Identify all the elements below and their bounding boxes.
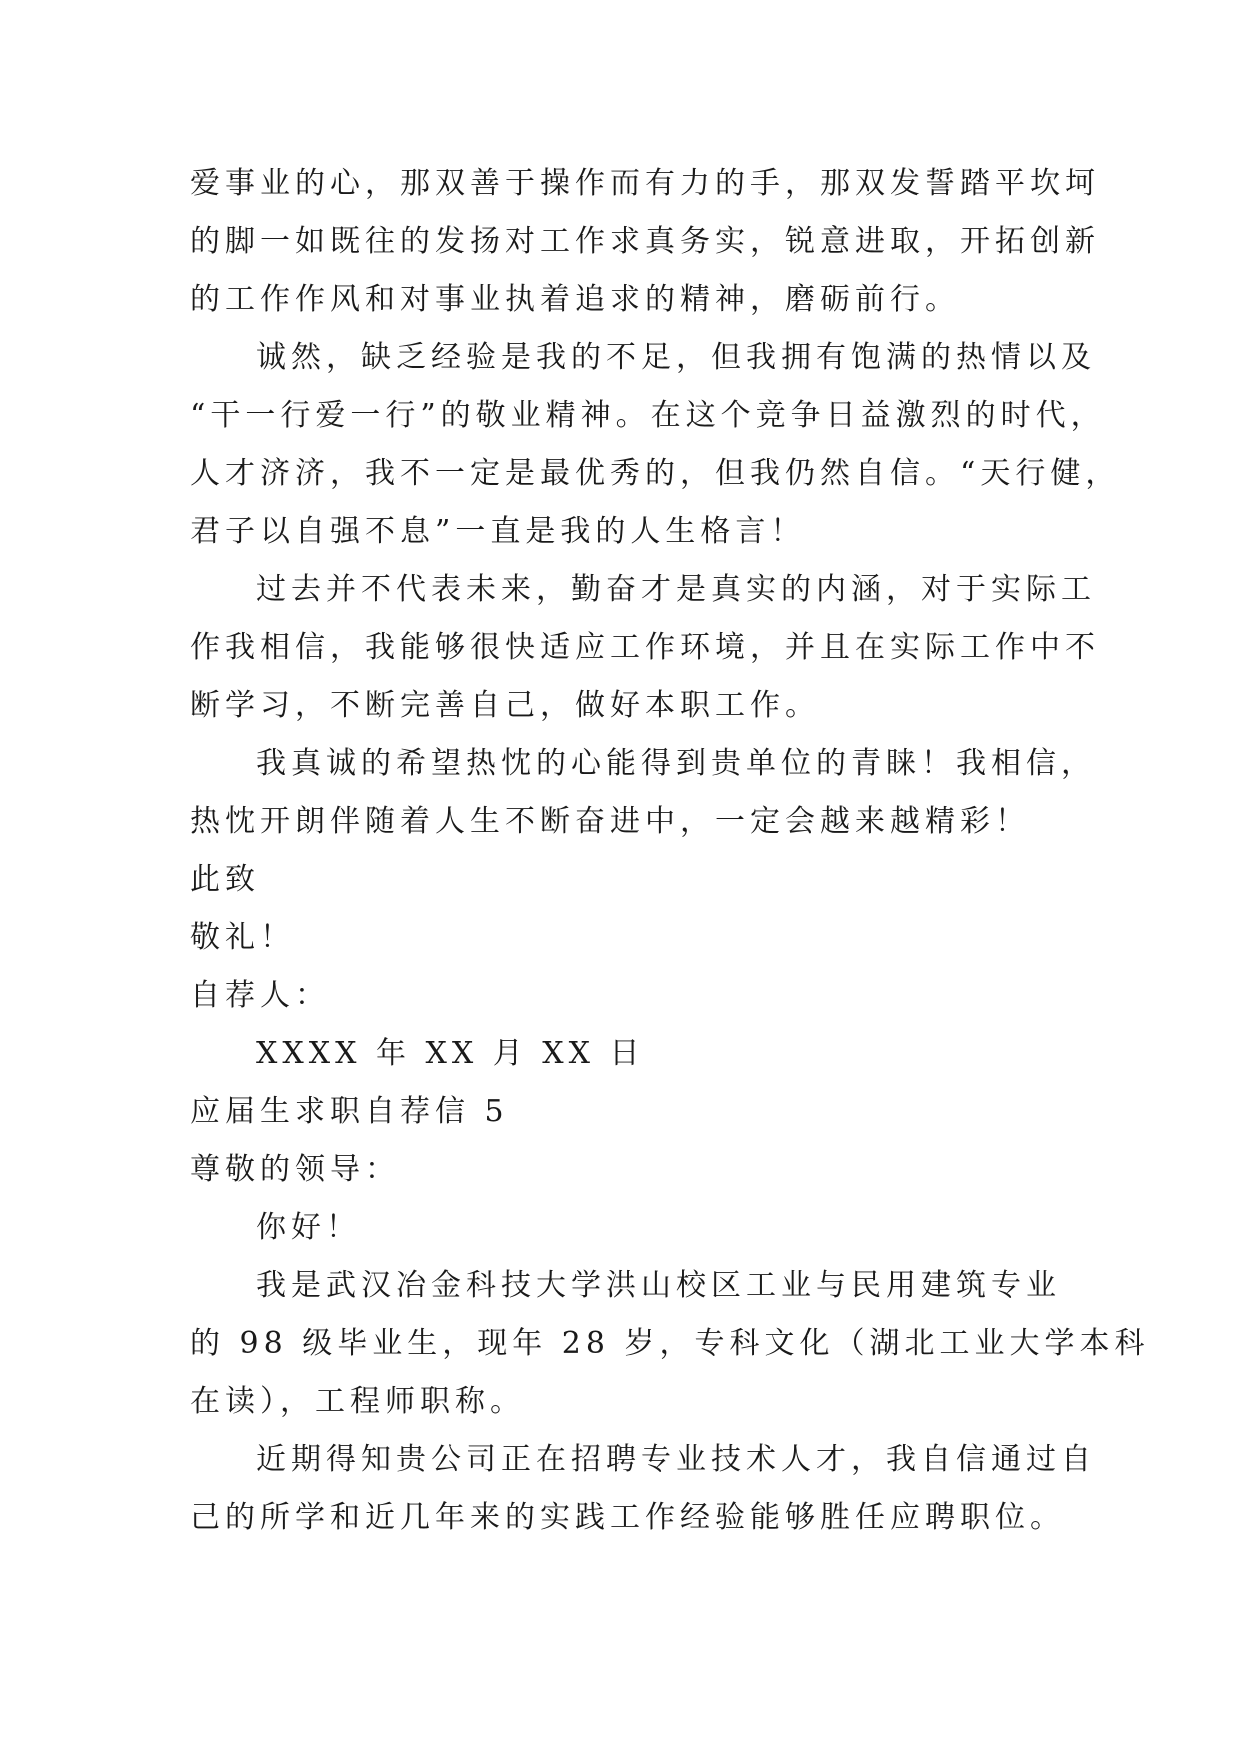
text-line: 我是武汉冶金科技大学洪山校区工业与民用建筑专业: [256, 1268, 1061, 1303]
text-line: 过去并不代表未来，勤奋才是真实的内涵，对于实际工: [256, 572, 1096, 607]
text-line: 己的所学和近几年来的实践工作经验能够胜任应聘职位。: [190, 1500, 1065, 1535]
text-line: 君子以自强不息”一直是我的人生格言！: [190, 514, 806, 549]
text-line: 断学习，不断完善自己，做好本职工作。: [190, 688, 820, 723]
text-line: 的 98 级毕业生，现年 28 岁，专科文化（湖北工业大学本科: [190, 1326, 1150, 1361]
closing-regards: 敬礼！: [190, 920, 295, 955]
text-line: 诚然，缺乏经验是我的不足，但我拥有饱满的热情以及: [256, 340, 1096, 375]
text-line: 人才济济，我不一定是最优秀的，但我仍然自信。“天行健，: [190, 456, 1121, 491]
greeting: 你好！: [256, 1210, 361, 1245]
closing-salutation: 此致: [190, 862, 260, 897]
text-line: 的工作作风和对事业执着追求的精神，磨砺前行。: [190, 282, 960, 317]
text-line: 在读），工程师职称。: [190, 1384, 525, 1419]
date-line: XXXX 年 XX 月 XX 日: [256, 1036, 645, 1071]
text-line: 近期得知贵公司正在招聘专业技术人才，我自信通过自: [256, 1442, 1096, 1477]
text-line: 爱事业的心，那双善于操作而有力的手，那双发誓踏平坎坷: [190, 166, 1100, 201]
text-line: 作我相信，我能够很快适应工作环境，并且在实际工作中不: [190, 630, 1100, 665]
text-line: 的脚一如既往的发扬对工作求真务实，锐意进取，开拓创新: [190, 224, 1100, 259]
text-line: 热忱开朗伴随着人生不断奋进中，一定会越来越精彩！: [190, 804, 1030, 839]
section-heading: 应届生求职自荐信 5: [190, 1094, 509, 1129]
text-line: 我真诚的希望热忱的心能得到贵单位的青睐！我相信，: [256, 746, 1096, 781]
text-line: “干一行爱一行”的敬业精神。在这个竞争日益激烈的时代，: [190, 398, 1106, 433]
salutation: 尊敬的领导：: [190, 1152, 400, 1187]
signature-label: 自荐人：: [190, 978, 330, 1013]
